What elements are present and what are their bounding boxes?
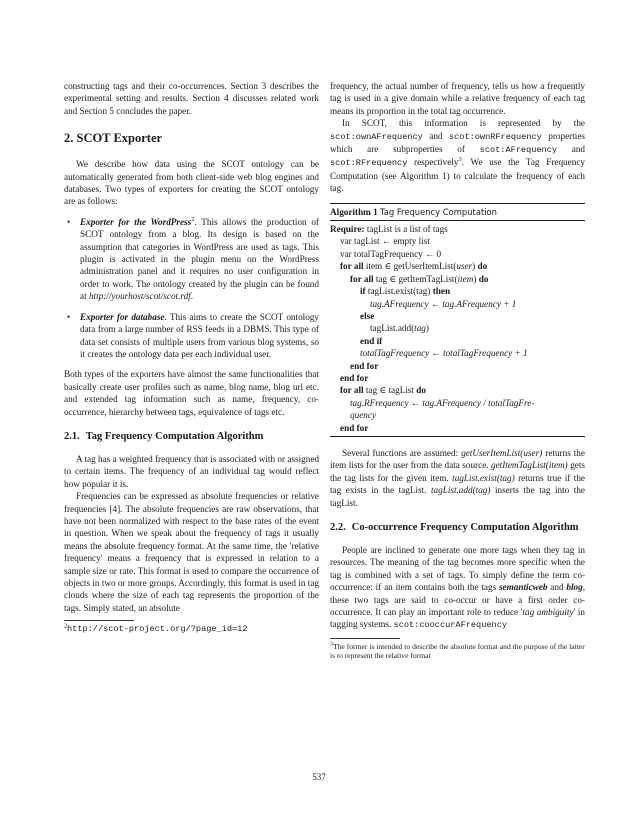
section-2-heading: 2. SCOT Exporter — [64, 131, 163, 146]
code-a-frequency: scot:AFrequency — [479, 145, 558, 156]
algorithm-line — [330, 347, 585, 359]
text-run: People are inclined to generate one more tags when they tag in resources. The meaning of the tag becomes more specific when the tag is combined with a set of tags. To simply define the term co-occurrence: if an item contains both the tags — [330, 545, 585, 593]
algorithm-token: for all — [340, 261, 364, 272]
subsection-2-1-paragraph-1: A tag has a weighted frequency that is associated with or assigned to certain items. The frequency of an individual tag would reflect how popular it is. — [64, 453, 319, 489]
fn-tag-list-add: tagList.add(tag) — [430, 485, 491, 496]
footnote-2-url: http://scot-project.org/?page_id=12 — [67, 624, 248, 635]
algorithm-line — [330, 422, 585, 434]
algorithm-line — [330, 397, 585, 409]
right-column — [330, 80, 585, 661]
footnote-ref-3: 3 — [458, 156, 462, 164]
algorithm-line — [330, 260, 585, 272]
text-run: properties which are subproperties of — [330, 130, 585, 155]
algorithm-line — [330, 335, 585, 347]
algorithm-token: Require: — [330, 224, 365, 235]
algorithm-line — [330, 360, 585, 372]
subsection-2-1-heading — [64, 430, 319, 443]
algorithm-token: for all — [340, 385, 364, 396]
bullet-1-url: http://yourhost/scot/scot.rdf — [88, 291, 191, 302]
tag-semanticweb: semanticweb — [498, 582, 548, 593]
algorithm-token: tag.AFrequency ← tag.AFrequency + 1 — [370, 298, 517, 309]
footnote-rule — [64, 620, 134, 621]
algorithm-token: user — [456, 261, 473, 272]
algorithm-line — [330, 409, 585, 421]
algorithm-line — [330, 384, 585, 396]
algorithm-line — [330, 372, 585, 384]
algorithm-line — [330, 223, 585, 235]
footnote-ref-2: 2 — [191, 215, 195, 223]
subsection-2-1-number: 2.1. — [64, 430, 80, 442]
algorithm-token: end for — [340, 372, 369, 383]
bullet-icon: • — [67, 216, 71, 227]
algorithm-line — [330, 322, 585, 334]
algorithm-token: end if — [360, 335, 383, 346]
algorithm-token: ) — [473, 273, 479, 284]
bullet-1-text: . This allows the production of SCOT ontology from a blog. Its design is based on the assumption that categories in WordPress are used as tags. This plugin is activated in the plugin menu on the WordPress administration panel and it requires no user configuration in order to work. The ontology created by the plugin can be found at — [80, 216, 319, 302]
right-paragraph-1: frequency, the actual number of frequency, tells us how a frequently tag is used in a give domain while a relative frequency of each tag means its proportion in the total tag occurrence. — [330, 81, 585, 116]
subsection-2-2-title: Co-occurrence Frequency Computation Algorithm — [351, 522, 579, 533]
algorithm-token: item — [457, 273, 474, 284]
footnote-2-number: 2 — [64, 623, 67, 630]
subsection-2-1-paragraph-2: Frequencies can be expressed as absolute frequencies or relative frequencies [4]. The absolute frequencies are raw observations, that have not been normalized with respect to the base rates of the event in question. When we speak about the frequency of tags it usually means the absolute frequency format. At the same time, the 'relative frequency' means a frequency that is expressed in relation to a sample size or rate. This format is used to compare the occurrence of objects in two or more groups. Accordingly, this format is used in tag clouds where the size of each tag represents the proportion of the tags. Simply stated, an absolute — [64, 491, 319, 613]
footnote-3 — [330, 642, 585, 661]
text-run: and — [547, 582, 567, 593]
right-paragraph-3 — [330, 447, 585, 509]
algorithm-1-name: Tag Frequency Computation — [380, 206, 497, 217]
text-run: ' in tagging systems. — [330, 607, 585, 630]
subsection-2-2-number: 2.2. — [330, 522, 346, 533]
text-run: . We use the Tag Frequency Computation (see Algorithm 1) to calculate the frequency of each tag. — [330, 157, 585, 194]
algorithm-token: var totalTagFrequency ← 0 — [340, 248, 442, 259]
algorithm-token: end for — [340, 422, 369, 433]
term-tag-ambiguity: tag ambiguity — [522, 607, 574, 618]
fn-tag-list-exist: tagList.exist(tag) — [452, 472, 515, 483]
text-run: respectively — [407, 157, 459, 168]
text-run: In SCOT, this information is represented by the — [342, 118, 585, 129]
algorithm-token: end for — [350, 360, 379, 371]
intro-paragraph: constructing tags and their co-occurrences. Section 3 describes the experimental setting and results. Section 4 discusses related work and Section 5 concludes the paper. — [64, 81, 319, 116]
exporter-list — [64, 216, 319, 360]
algorithm-token: quency — [350, 410, 377, 421]
algorithm-token: tag — [414, 323, 426, 334]
bullet-1-title: Exporter for the WordPress — [80, 216, 192, 227]
algorithm-token: tag ∈ getItemTagList( — [373, 273, 458, 284]
algorithm-token: ) — [425, 323, 429, 334]
algorithm-token: totalTagFrequency ← totalTagFrequency + 1 — [360, 348, 528, 359]
subsection-2-1-title: Tag Frequency Computation Algorithm — [85, 430, 264, 442]
algorithm-token: ) — [472, 261, 478, 272]
bullet-2-text: . This aims to create the SCOT ontology data from a large number of RSS feeds in a DBMS. This type of data set consists of multiple users from various blog systems, so it creates the ontology data per each individual user. — [80, 311, 319, 359]
list-item — [64, 311, 319, 361]
code-own-r-frequency: scot:ownRFrequency — [448, 131, 542, 142]
algorithm-token: else — [360, 310, 375, 321]
algorithm-token: do — [478, 273, 489, 284]
text-run: Several functions are assumed: — [342, 447, 462, 458]
algorithm-token: tagList is a list of tags — [364, 224, 448, 235]
right-paragraph-4 — [330, 544, 585, 632]
footnote-3-number: 3 — [330, 641, 333, 648]
algorithm-1-body — [330, 221, 585, 436]
text-run: and — [557, 144, 586, 155]
algorithm-line — [330, 285, 585, 297]
algorithm-token: var tagList ← empty list — [340, 236, 430, 247]
footnote-3-text: The former is intended to describe the absolute format and the purpose of the latter is to represent the relative format — [330, 641, 585, 661]
section-2-paragraph-1: We describe how data using the SCOT ontology can be automatically generated from both client-side web blog engines and databases. Two types of exporters for creating the SCOT ontology are as follows: — [64, 159, 319, 207]
text-run: gets the tag lists for the given item. — [330, 460, 585, 483]
text-run: inserts the tag into the tagList. — [330, 485, 586, 508]
text-run: and — [422, 130, 449, 141]
bullet-1-end: . — [190, 291, 194, 302]
code-cooccur-a-frequency: scot:cooccurAFrequency — [393, 620, 508, 631]
footnote-2 — [64, 624, 319, 635]
algorithm-token: if — [360, 286, 366, 297]
algorithm-1-box — [330, 203, 585, 437]
text-run: returns true if the tag exists in the tagList. — [330, 472, 585, 496]
right-paragraph-2 — [330, 117, 585, 194]
page-number: 537 — [312, 772, 326, 782]
tag-blog: blog — [566, 582, 583, 593]
algorithm-line — [330, 298, 585, 310]
algorithm-token: do — [477, 261, 488, 272]
section-2-paragraph-2: Both types of the exporters have almost the same functionalities that basically create user profiles such as name, blog name, blog url etc. and extended tag information such as name, frequency, co-occurrence, hierarchy between tags, equivalence of tags etc. — [64, 369, 319, 417]
text-run: returns the item lists for the user from the data source. — [330, 447, 585, 471]
algorithm-token: tag ∈ tagList — [363, 385, 417, 396]
bullet-icon: • — [67, 311, 71, 322]
bullet-2-title: Exporter for database — [80, 311, 165, 322]
fn-get-item-tag-list: getItemTagList(item) — [491, 460, 568, 471]
algorithm-1-label: Algorithm 1 — [330, 206, 378, 217]
algorithm-1-caption — [330, 204, 585, 221]
algorithm-line — [330, 235, 585, 247]
left-column — [64, 80, 319, 635]
algorithm-line — [330, 273, 585, 285]
algorithm-token: item ∈ getUserItemList( — [363, 261, 457, 272]
algorithm-token: do — [416, 385, 427, 396]
subsection-2-2-heading — [330, 521, 585, 534]
fn-get-user-item-list: getUserItemList(user) — [461, 447, 543, 458]
footnote-rule — [330, 638, 400, 639]
algorithm-token: tag.RFrequency ← tag.AFrequency / totalTagFre- — [350, 397, 535, 408]
text-run: , these two tags are said to co-occur or have a first order co-occurrence. It can play an important role to reduce ' — [330, 582, 586, 618]
algorithm-line — [330, 248, 585, 260]
code-r-frequency: scot:RFrequency — [330, 158, 408, 169]
algorithm-token: then — [432, 286, 451, 297]
algorithm-token: tagList.exist(tag) — [365, 286, 433, 297]
code-own-a-frequency: scot:ownAFrequency — [330, 131, 423, 142]
algorithm-line — [330, 310, 585, 322]
algorithm-token: for all — [350, 273, 374, 284]
algorithm-token: tagList.add( — [370, 323, 415, 334]
list-item — [64, 216, 319, 303]
